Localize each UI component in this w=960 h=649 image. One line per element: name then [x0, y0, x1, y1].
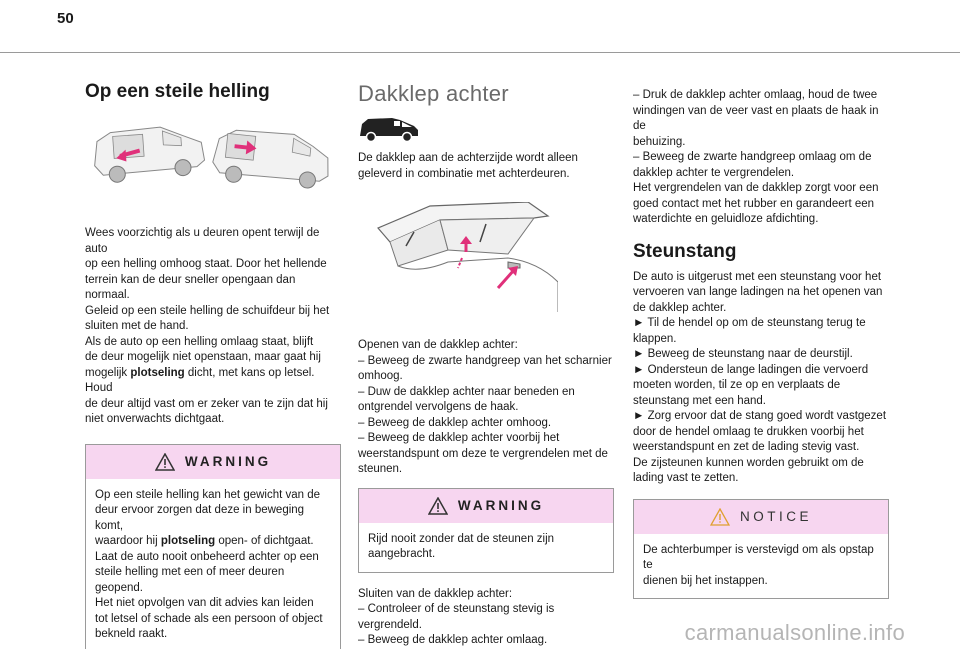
column-slope: [85, 80, 341, 649]
warning-label: WARNING: [184, 454, 272, 469]
rear-flap-opening-steps: Openen van de dakklep achter: – Beweeg de zwarte handgreep van het scharnier omhoog. – Duw de dakklep achter naar beneden en ontgrendel vervolgens de haak. – Beweeg de dakklep achter omhoog. – Beweeg de dakklep achter voorbij het weerstandspunt om deze te vergrendelen met de steunen.: [358, 339, 612, 475]
notice-header: [634, 500, 888, 534]
column-rear-flap: [358, 80, 614, 649]
van-slope-illustration: [85, 118, 341, 198]
rear-flap-closing-continued: – Druk de dakklep achter omlaag, houd de twee windingen van de veer vast en plaats de haak in de behuizing. – Beweeg de zwarte handgreep omlaag om de dakklep achter te vergrendelen. Het vergrendelen van de dakklep zorgt voor een goed contact met het rubber en garandeert een waterdichte en geluidloze afdichting.: [633, 89, 879, 225]
heading-steep-slope: Op een steile helling: [85, 81, 270, 102]
warning-header: [86, 445, 340, 479]
warning-triangle-icon: [155, 453, 175, 471]
warning-triangle-icon: [428, 497, 448, 515]
van-silhouette-icon: [358, 116, 420, 142]
warning-label: WARNING: [457, 498, 545, 513]
warning-box-slope: [85, 444, 341, 649]
rear-flap-intro: De dakklep aan de achterzijde wordt alleen geleverd in combinatie met achterdeuren.: [358, 152, 578, 180]
warning-text: Op een steile helling kan het gewicht van de deur ervoor zorgen dat deze in beweging komt, waardoor hij plotseling open- of dichtgaat. Laat de auto nooit onbeheerd achter op een steile helling met een of meer deuren geopend. Het niet opvolgen van dit advies kan leiden tot letsel of schade als een persoon of object bekneld raakt.: [95, 488, 323, 640]
van-uphill-drawing: [92, 124, 205, 184]
warning-text: Rijd nooit zonder dat de steunen zijn aangebracht.: [368, 532, 555, 560]
heading-support-bar: Steunstang: [633, 240, 737, 262]
rear-flap-closing-steps: Sluiten van de dakklep achter: – Controleer of de steunstang stevig is vergrendeld. – Beweeg de dakklep achter omlaag.: [358, 587, 555, 646]
page-number: 50: [57, 10, 74, 27]
notice-text: De achterbumper is verstevigd om als opstap te dienen bij het instappen.: [643, 543, 874, 587]
slope-paragraph: Wees voorzichtig als u deuren opent terwijl de auto op een helling omhoog staat. Door het hellende terrein kan de deur sneller opengaan dan normaal. Geleid op een steile helling de schuifdeur bij het sluiten met de hand. Als de auto op een helling omlaag staat, blijft de deur mogelijk niet openstaan, maar gaat hij mogelijk plotseling dicht, met kans op letsel. Houd de deur altijd vast om er zeker van te zijn dat hij niet onverwachts dichtgaat.: [85, 227, 330, 425]
warning-header: [359, 489, 613, 523]
header-rule: [0, 52, 960, 53]
support-bar-paragraph: De auto is uitgerust met een steunstang voor het vervoeren van lange ladingen na het openen van de dakklep achter. ► Til de hendel op om de steunstang terug te klappen. ► Beweeg de steunstang naar de deurstijl. ► Ondersteun de lange ladingen die vervoerd moeten worden, til ze op en verplaats de steunstang met een hand. ► Zorg ervoor dat de stang goed wordt vastgezet door de hendel omlaag te drukken voorbij het weerstandspunt en zet de lading stevig vast. De zijsteunen kunnen worden gebruikt om de lading vast te zetten.: [633, 270, 887, 484]
notice-box: [633, 499, 889, 600]
warning-box-rear-flap: [358, 488, 614, 573]
rear-flap-illustration: [358, 202, 614, 312]
notice-triangle-icon: [710, 508, 730, 526]
heading-rear-flap: Dakklep achter: [358, 81, 509, 106]
site-watermark: carmanualsonline.info: [684, 620, 905, 645]
column-support-bar: [633, 88, 889, 599]
van-downhill-drawing: [211, 126, 332, 192]
notice-label: NOTICE: [739, 509, 812, 524]
